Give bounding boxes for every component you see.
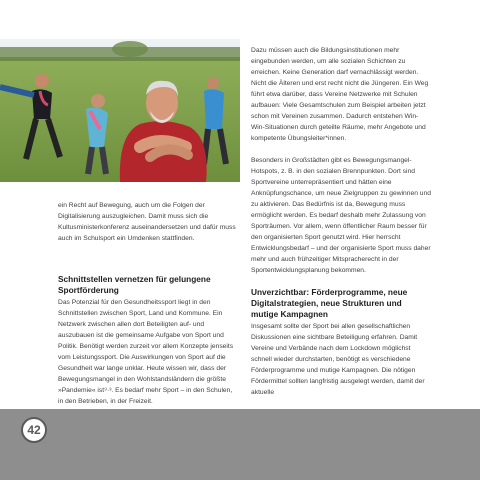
page-number: 42 [21, 417, 47, 443]
fitness-group-photo [0, 39, 240, 182]
section-heading-unverzichtbar: Unverzichtbar: Förderprogramme, neue Digitalstrategien, neue Strukturen und mutige Kampagnen [251, 287, 408, 319]
section-heading-schnittstellen: Schnittstellen vernetzen für gelungene Sportförderung [58, 274, 211, 295]
paragraph-schnittstellen: Das Potenzial für den Gesundheitssport liegt in den Schnittstellen zwischen Sport, Land und Kommune. Ein Netzwerk zwischen allen dort Beteiligten auf- und auszubauen ist die gemeinsame Aufgabe von Sport und Politik. Benötigt werden zurzeit vor allem Konzepte jenseits vom Leistungssport. Die Auswirkungen von Sport auf die Gesundheit war lange unklar. Heute wissen wir, dass der Bewegungsmangel in den Wohlstandsländern die größte »Pandemie« ist⁹·³. Es bedarf mehr Sport – in den Schulen, in den Betrieben, in der Freizeit. [58, 299, 234, 405]
footer-band [0, 409, 480, 480]
paragraph-grossstaedte: Besonders in Großstädten gibt es Bewegungsmangel-Hotspots, z. B. in den sozialen Brennpunkten. Dort sind Sportvereine unterrepräsentiert und hätten eine Anknüpfungschance, um neue Zielgruppen zu gewinnen und zu aktivieren. Das Bedürfnis ist da, Bewegung muss ermöglicht werden. Es bedarf deshalb mehr Zulassung von Sporträumen. Vor allem, wenn öffentlicher Raum besser für den organisierten Sport genutzt wird. Hier herrscht Entwicklungsbedarf – und der organisierte Sport muss daher mehr und auch frühzeitiger Mitspracherecht in der Sportentwicklungsplanung bekommen. [251, 157, 431, 274]
left-column [58, 200, 236, 418]
photo-illustration [0, 39, 240, 182]
paragraph-foerderprogramme: Insgesamt sollte der Sport bei allen gesellschaftlichen Diskussionen eine sichtbare Beteiligung erfahren. Damit Vereine und Verbände nach dem Lockdown möglichst schnell wieder durchstarten, benötigt es verschiedene Förderprogramme und mutige Kampagnen. Die nötigen Fördermittel sollten langfristig ausgelegt werden, damit der aktuelle [251, 323, 425, 396]
paragraph-bildungsinstitutionen: Dazu müssen auch die Bildungsinstitutionen mehr eingebunden werden, um alle sozialen Schichten zu erreichen. Keine Generation darf vernachlässigt werden. Nicht die Älteren und erst recht nicht die Jüngeren. Ein Weg führt etwa darüber, dass Vereine Netzwerke mit Schulen aufbauen: Viele Gesamtschulen zum Beispiel arbeiten jetzt schon mit Vereinen zusammen. Dadurch entstehen Win-Win-Situationen durch geteilte Räume, mehr Angebote und kompetente Übungsleiter*innen. [251, 47, 429, 142]
intro-paragraph: ein Recht auf Bewegung, auch um die Folgen der Digitalisierung auszugleichen. Damit muss sich die Kultusministerkonferenz auseinandersetzen und dafür muss auch im Schulsport ein Umdenken stattfinden. [58, 202, 236, 242]
right-column [251, 45, 431, 409]
